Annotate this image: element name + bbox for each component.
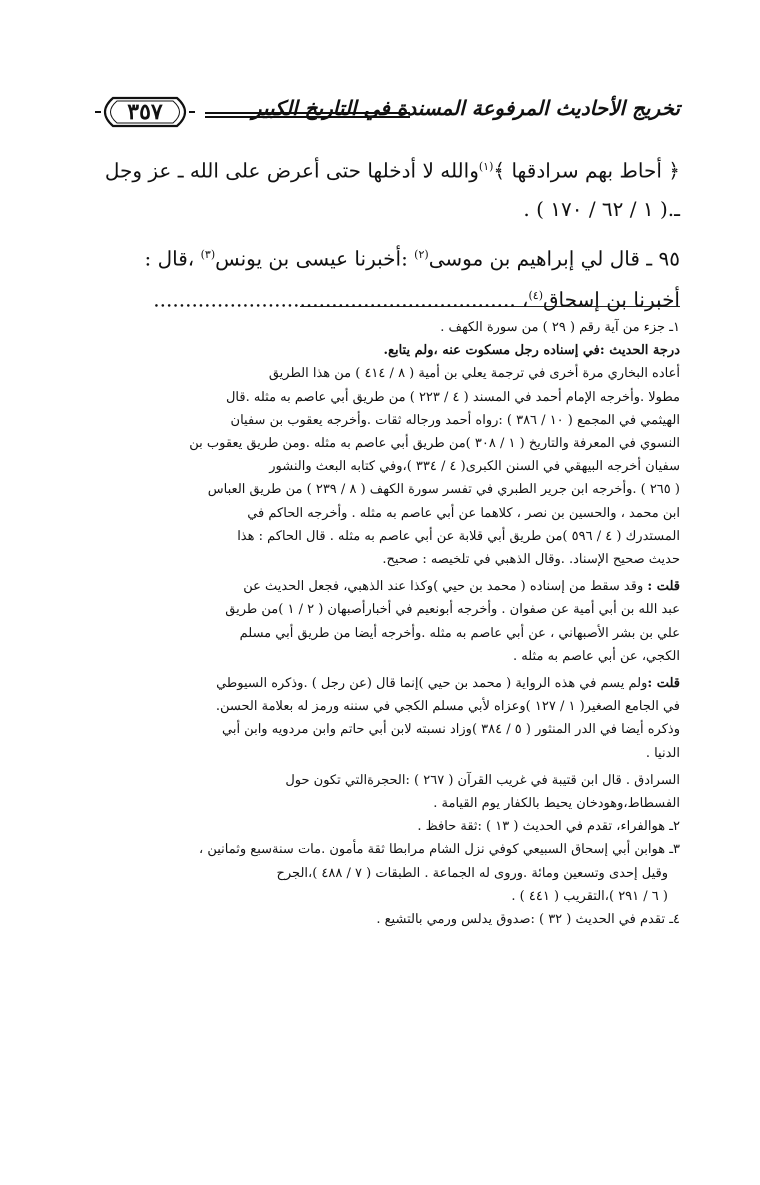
qult-1-line: عبد الله بن أبي أمية عن صفوان . وأخرجه أبونعيم في أخبارأصبهان ( ٢ / ١ )من طريق [225,602,680,618]
footnote-3-line: ( ٦ / ٢٩١ )،التقريب ( ٤٤١ ) . [511,888,668,904]
page-header [95,92,680,136]
footnote-1: ١ـ جزء من آية رقم ( ٢٩ ) من سورة الكهف . [440,320,680,335]
grade-text: في إسناده رجل مسكوت عنه ،ولم يتابع. [383,343,600,359]
header-rule [205,112,410,118]
takhrij-line: مطولا .وأخرجه الإمام أحمد في المسند ( ٤ / ٢٢٣ ) من طريق أبي عاصم به مثله .قال [225,389,680,405]
suradiq-line: السرادق . قال ابن قتيبة في غريب القرآن ( ٢٦٧ ) :الحجرةالتي تكون حول [285,772,680,788]
takhrij-line: النسوي في المعرفة والتاريخ ( ١ / ٣٠٨ )من طريق أبي عاصم به مثله .ومن طريق يعقوب بن [189,436,680,452]
quran-excerpt: ﴿ أحاط بهم سرادقها ﴾ [493,158,680,183]
qult-2-text: ولم يسم في هذه الرواية ( محمد بن حيي )إنما قال (عن رجل ) .وذكره السيوطي [216,676,648,692]
narrator-2: :أخبرنا عيسى بن يونس [215,246,415,271]
footnote-separator [300,306,680,307]
page-number-badge [95,94,195,130]
takhrij-line: ( ٢٦٥ ) .وأخرجه ابن جرير الطبري في تفسر سورة الكهف ( ٨ / ٢٣٩ ) من طريق العباس [207,482,680,498]
footnote-ref-2: (٢) [414,247,429,261]
qult-2-label: قلت : [647,676,680,692]
footnote-2: ٢ـ هوالفراء، تقدم في الحديث ( ١٣ ) :ثقة حافظ . [417,819,680,835]
main-line-4 [80,277,680,319]
narrator-3: أخبرنا بن إسحاق [543,287,680,312]
takhrij-line: ابن محمد ، والحسين بن نصر ، كلاهما عن أبي عاصم به مثله . وأخرجه الحاكم في [247,505,680,521]
qult-1-text: وقد سقط من إسناده ( محمد بن حيي )وكذا عند الذهبي، فجعل الحديث عن [243,579,648,595]
qult-2-line: وذكره أيضا في الدر المنثور ( ٥ / ٣٨٤ )وزاد نسبته لابن أبي حاتم وابن مردويه وابن أبي [221,722,680,738]
takhrij-line: حديث صحيح الإسناد. .وقال الذهبي في تلخيصه : صحيح. [382,552,680,568]
ellipsis-dots: ، ......................................................... [153,287,529,312]
qult-1-first [80,575,680,598]
takhrij-line: الهيثمي في المجمع ( ١٠ / ٣٨٦ ) :رواه أحمد ورجاله ثقات .وأخرجه يعقوب بن سفيان [230,412,680,428]
takhrij-line: سفيان أخرجه البيهقي في السنن الكبرى( ٤ / ٣٣٤ )،وفي كتابه البعث والنشور [269,459,680,475]
qult-1-line: علي بن بشر الأصبهاني ، عن أبي عاصم به مثله .وأخرجه أيضا من طريق أبي مسلم [239,625,680,641]
takhrij-line: أعاده البخاري مرة أخرى في ترجمة يعلي بن أمية ( ٨ / ٤١٤ ) من هذا الطريق [268,366,680,382]
footnote-ref-1: (١) [478,160,494,173]
main-text [80,148,680,319]
footnote-4: ٤ـ تقدم في الحديث ( ٣٢ ) :صدوق يدلس ورمي بالتشيع . [376,912,680,928]
main-line-3 [80,236,680,278]
main-line-1-rest: والله لا أدخلها حتى أعرض على الله ـ عز وجل [104,158,479,183]
hadith-number-intro: ٩٥ ـ قال لي إبراهيم بن موسى [428,246,680,271]
footnote-3: ٣ـ هوابن أبي إسحاق السبيعي كوفي نزل الشام مرابطا ثقة مأمون .مات سنةسبع وثمانين ، [199,842,680,858]
qult-2-line: الدنيا . [645,745,680,761]
qult-2-line: في الجامع الصغير( ١ / ١٢٧ )وعزاه لأبي مسلم الكجي في سننه ورمز له بعلامة الحسن. [215,699,680,715]
footnote-ref-4: (٤) [528,289,543,303]
grade-label: درجة الحديث : [599,343,680,359]
hadith-grade [80,339,680,362]
footnotes [80,316,680,931]
main-line-2: ـ.( ١ / ٦٢ / ١٧٠ ) . [523,196,680,221]
qala: ،قال : [144,246,201,271]
qult-1-line: الكجي، عن أبي عاصم به مثله . [513,648,680,664]
qult-2-first [80,672,680,695]
main-line-1 [80,148,680,190]
footnote-3-line: وقيل إحدى وتسعين ومائة .وروى له الجماعة . الطبقات ( ٧ / ٤٨٨ )،الجرح [276,865,668,881]
takhrij-line: المستدرك ( ٤ / ٥٩٦ )من طريق أبي قلابة عن أبي عاصم به مثله . قال الحاكم : هذا [237,528,680,544]
qult-1-label: قلت : [647,579,680,595]
page-number: ٣٥٧ [127,99,163,125]
running-title: تخريج الأحاديث المرفوعة المسندة في التاريخ الكبير [251,96,680,120]
footnote-ref-3: (٣) [200,247,216,261]
suradiq-line: الفسطاط،وهودخان يحيط بالكفار يوم القيامة . [433,796,680,812]
